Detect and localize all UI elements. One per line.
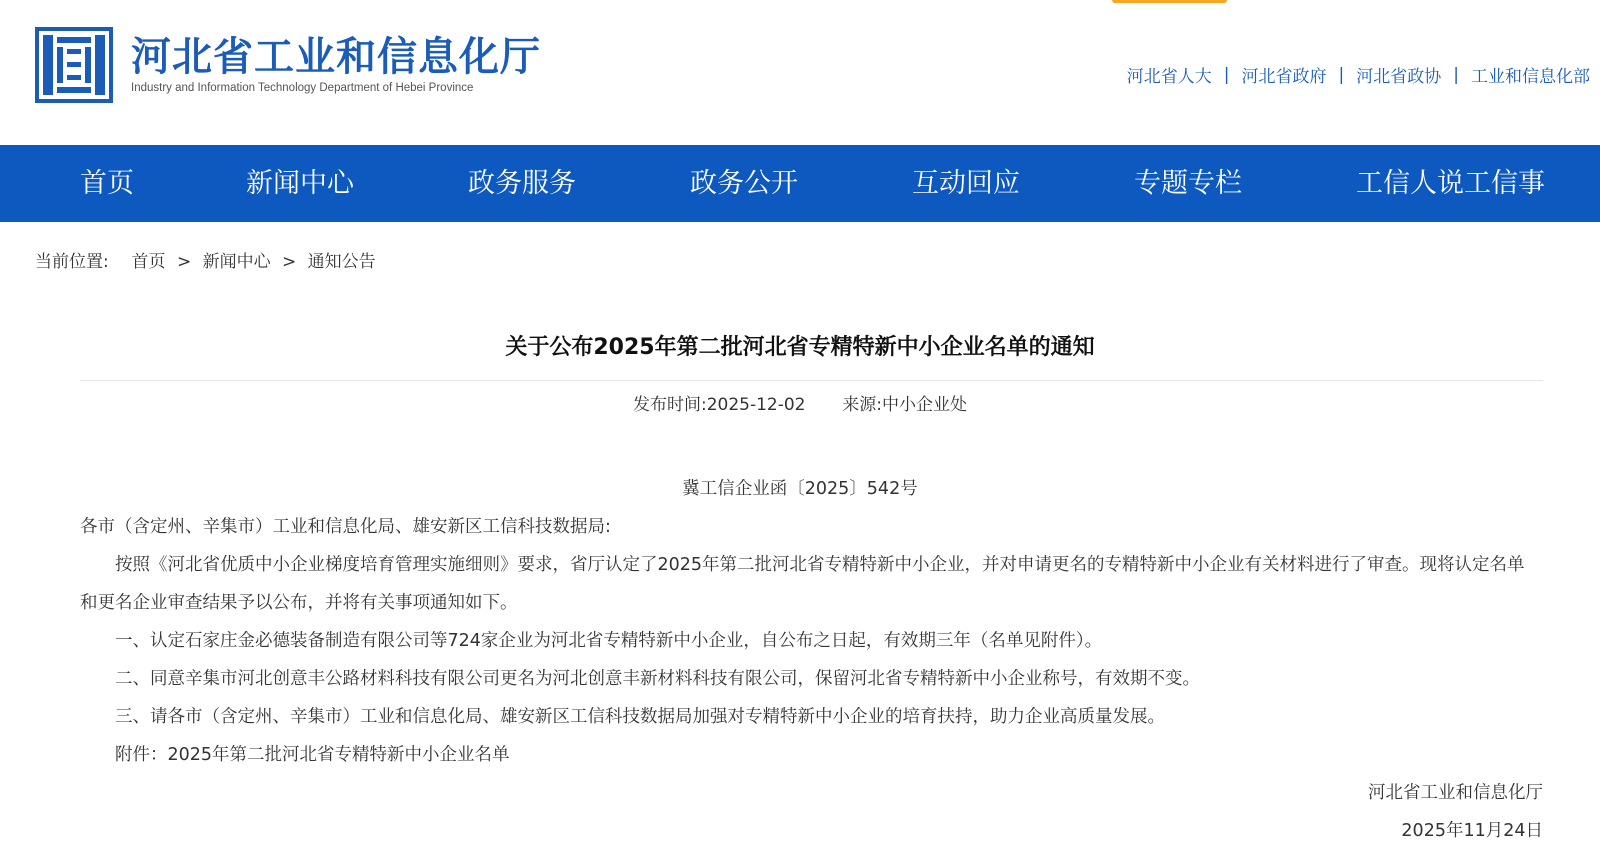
publish-date: 2025-12-02: [706, 395, 806, 415]
link-separator: |: [1338, 64, 1345, 85]
link-separator: |: [1223, 64, 1230, 85]
breadcrumb-separator: >: [282, 252, 297, 272]
site-header: [0, 0, 1600, 145]
paragraph-intro-line2: 和更名企业审查结果予以公布，并将有关事项通知如下。: [80, 593, 518, 613]
external-links: [1127, 62, 1590, 87]
nav-item-home[interactable]: 首页: [80, 168, 134, 199]
paragraph-item-2: 二、同意辛集市河北创意丰公路材料科技有限公司更名为河北创意丰新材料科技有限公司，保留河北省专精特新中小企业称号，有效期不变。: [115, 669, 1200, 689]
nav-item-government-services[interactable]: 政务服务: [468, 168, 576, 199]
attachment-link[interactable]: 附件：2025年第二批河北省专精特新中小企业名单: [115, 745, 510, 765]
article-meta: [0, 390, 1600, 415]
publish-label: 发布时间:: [632, 395, 707, 415]
nav-item-special-topics[interactable]: 专题专栏: [1134, 168, 1242, 199]
nav-item-staff-talk[interactable]: 工信人说工信事: [1356, 168, 1545, 199]
nav-item-interaction[interactable]: 互动回应: [912, 168, 1020, 199]
breadcrumb-separator: >: [176, 252, 192, 272]
site-logo[interactable]: [35, 27, 541, 103]
department-emblem-icon: [35, 27, 113, 103]
paragraph-item-3: 三、请各市（含定州、辛集市）工业和信息化局、雄安新区工信科技数据局加强对专精特新中小企业的培育扶持，助力企业高质量发展。: [115, 707, 1165, 727]
site-title: 河北省工业和信息化厅: [131, 34, 541, 80]
link-miit[interactable]: 工业和信息化部: [1471, 67, 1590, 87]
signature: 河北省工业和信息化厅: [1368, 783, 1543, 803]
nav-item-news-center[interactable]: 新闻中心: [246, 168, 354, 199]
article-source: 中小企业处: [882, 395, 968, 415]
breadcrumb-news-center[interactable]: 新闻中心: [202, 252, 271, 272]
link-separator: |: [1453, 64, 1459, 85]
site-subtitle: Industry and Information Technology Department of Hebei Province: [131, 82, 474, 94]
link-hebei-cppcc[interactable]: 河北省政协: [1356, 67, 1442, 87]
breadcrumb: [35, 247, 376, 272]
link-hebei-npc[interactable]: 河北省人大: [1126, 67, 1212, 87]
article-title: 关于公布2025年第二批河北省专精特新中小企业名单的通知: [505, 335, 1095, 360]
top-accent-bar: [1112, 0, 1227, 3]
document-number: 冀工信企业函〔2025〕542号: [682, 479, 918, 499]
breadcrumb-notices[interactable]: 通知公告: [307, 252, 376, 272]
breadcrumb-label: 当前位置:: [35, 252, 109, 272]
paragraph-intro-line1: 按照《河北省优质中小企业梯度培育管理实施细则》要求，省厅认定了2025年第二批河北省专精特新中小企业，并对申请更名的专精特新中小企业有关材料进行了审查。现将认定名单: [115, 555, 1525, 575]
breadcrumb-home[interactable]: 首页: [131, 252, 166, 272]
main-nav: [0, 145, 1600, 222]
sign-date: 2025年11月24日: [1401, 821, 1543, 841]
salutation: 各市（含定州、辛集市）工业和信息化局、雄安新区工信科技数据局:: [80, 517, 611, 537]
link-hebei-government[interactable]: 河北省政府: [1241, 67, 1327, 87]
nav-item-government-affairs-open[interactable]: 政务公开: [690, 168, 798, 199]
source-label: 来源:: [842, 395, 883, 415]
title-divider: [80, 380, 1543, 381]
paragraph-item-1: 一、认定石家庄金必德装备制造有限公司等724家企业为河北省专精特新中小企业，自公布之日起，有效期三年（名单见附件）。: [115, 631, 1103, 651]
